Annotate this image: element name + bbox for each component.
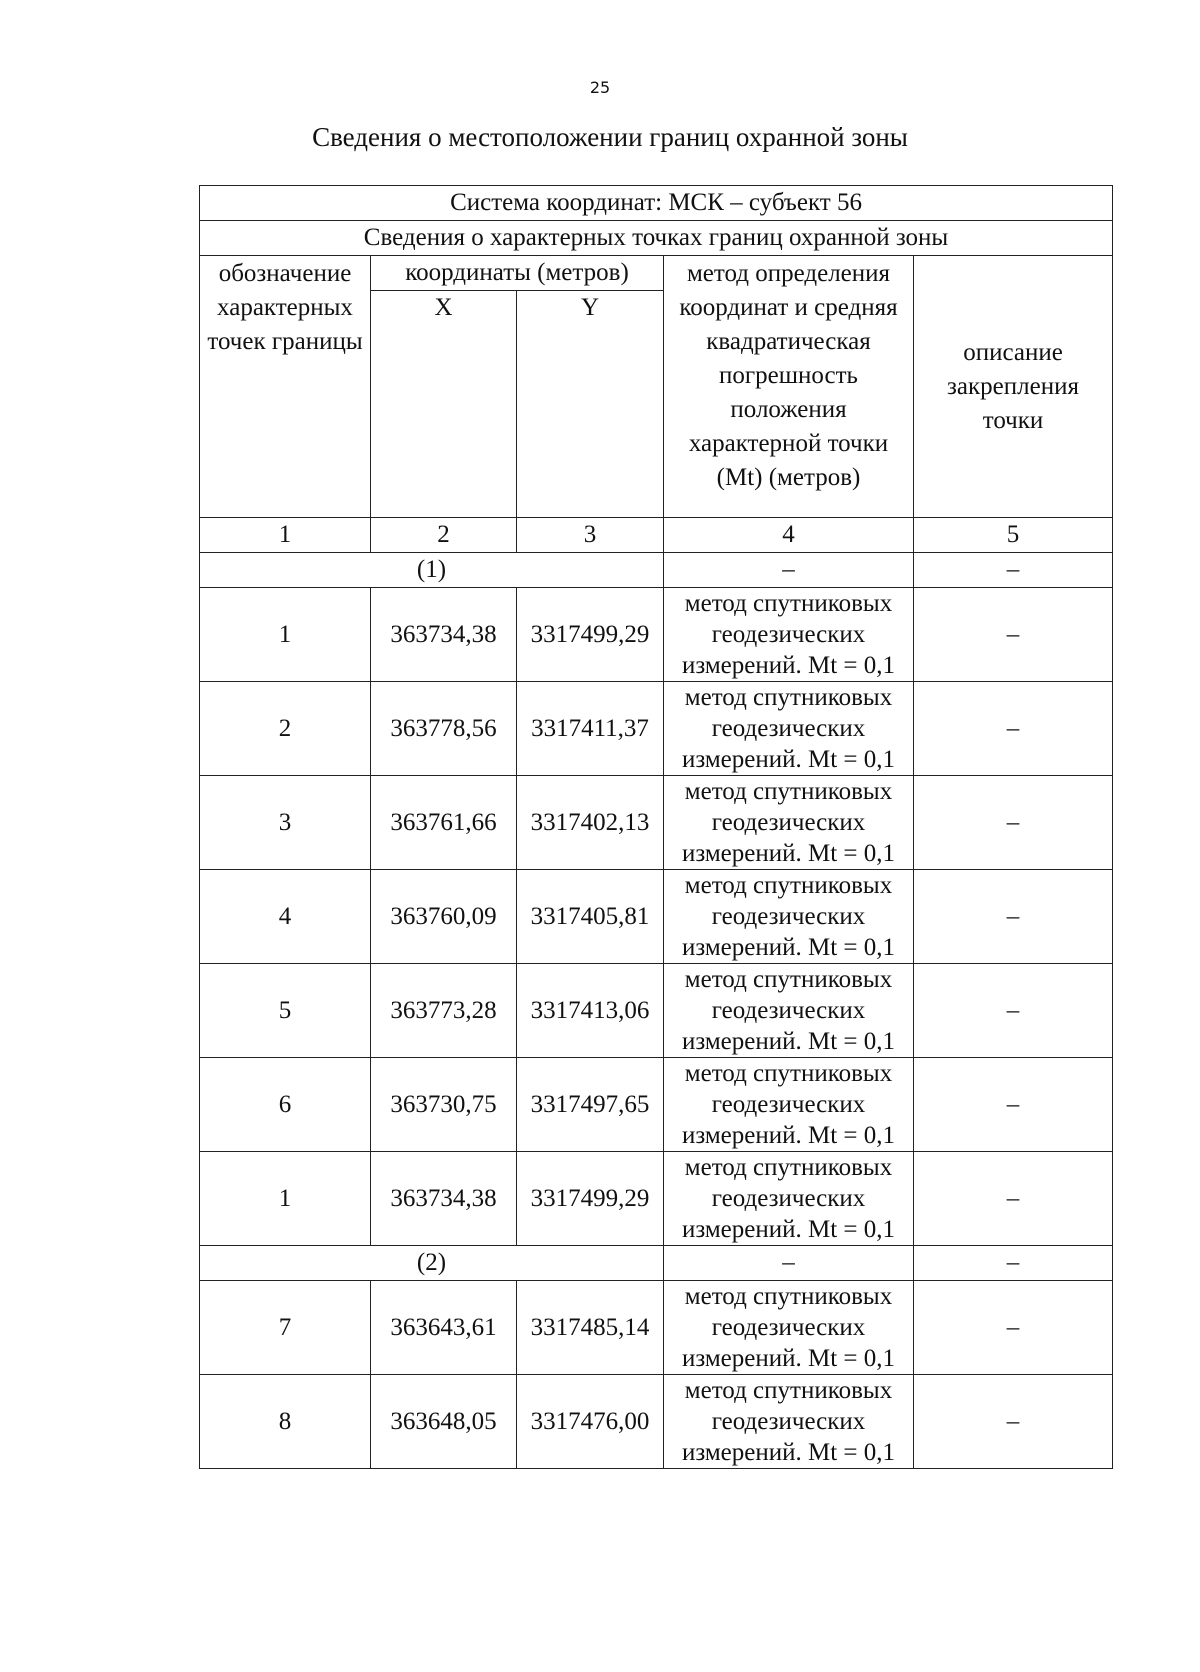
table-row bbox=[200, 1058, 1113, 1152]
table-row bbox=[200, 1152, 1113, 1246]
table-row bbox=[200, 870, 1113, 964]
group-row bbox=[200, 553, 1113, 588]
x-coordinate-cell: 363760,09 bbox=[371, 870, 517, 964]
x-coordinate-cell: 363761,66 bbox=[371, 776, 517, 870]
y-coordinate-cell: 3317497,65 bbox=[517, 1058, 664, 1152]
method-cell: метод спутниковых геодезических измерений. Mt = 0,1 bbox=[664, 1152, 914, 1246]
table-row bbox=[200, 588, 1113, 682]
table-row bbox=[200, 776, 1113, 870]
point-id-cell: 6 bbox=[200, 1058, 371, 1152]
coordinate-system-row bbox=[200, 186, 1113, 221]
column-numbers-row bbox=[200, 518, 1113, 553]
header-y: Y bbox=[517, 291, 664, 518]
page-number: 25 bbox=[589, 78, 611, 97]
method-cell: метод спутниковых геодезических измерений. Mt = 0,1 bbox=[664, 1281, 914, 1375]
x-coordinate-cell: 363773,28 bbox=[371, 964, 517, 1058]
header-x: X bbox=[371, 291, 517, 518]
x-coordinate-cell: 363643,61 bbox=[371, 1281, 517, 1375]
header-row bbox=[200, 256, 1113, 291]
method-cell: метод спутниковых геодезических измерений. Mt = 0,1 bbox=[664, 682, 914, 776]
y-coordinate-cell: 3317413,06 bbox=[517, 964, 664, 1058]
method-cell: метод спутниковых геодезических измерений. Mt = 0,1 bbox=[664, 776, 914, 870]
method-cell: метод спутниковых геодезических измерений. Mt = 0,1 bbox=[664, 870, 914, 964]
method-cell: метод спутниковых геодезических измерений. Mt = 0,1 bbox=[664, 964, 914, 1058]
point-id-cell: 3 bbox=[200, 776, 371, 870]
group-label: (2) bbox=[200, 1246, 664, 1281]
description-cell: – bbox=[914, 1058, 1113, 1152]
point-id-cell: 1 bbox=[200, 1152, 371, 1246]
header-point-designation: обозначение характерных точек границы bbox=[200, 256, 371, 518]
group-method: – bbox=[664, 553, 914, 588]
y-coordinate-cell: 3317476,00 bbox=[517, 1375, 664, 1469]
y-coordinate-cell: 3317485,14 bbox=[517, 1281, 664, 1375]
group-method: – bbox=[664, 1246, 914, 1281]
document-title: Сведения о местоположении границ охранной зоны bbox=[312, 122, 908, 152]
point-id-cell: 7 bbox=[200, 1281, 371, 1375]
description-cell: – bbox=[914, 776, 1113, 870]
coordinates-table bbox=[199, 185, 1113, 1469]
x-coordinate-cell: 363734,38 bbox=[371, 588, 517, 682]
method-cell: метод спутниковых геодезических измерений. Mt = 0,1 bbox=[664, 1058, 914, 1152]
group-label: (1) bbox=[200, 553, 664, 588]
group-row bbox=[200, 1246, 1113, 1281]
header-coordinates-group: координаты (метров) bbox=[371, 256, 664, 291]
x-coordinate-cell: 363648,05 bbox=[371, 1375, 517, 1469]
description-cell: – bbox=[914, 870, 1113, 964]
method-cell: метод спутниковых геодезических измерений. Mt = 0,1 bbox=[664, 588, 914, 682]
description-cell: – bbox=[914, 1281, 1113, 1375]
point-id-cell: 4 bbox=[200, 870, 371, 964]
point-id-cell: 1 bbox=[200, 588, 371, 682]
table-row bbox=[200, 1281, 1113, 1375]
y-coordinate-cell: 3317411,37 bbox=[517, 682, 664, 776]
coordinate-system-cell: Система координат: МСК – субъект 56 bbox=[200, 186, 1113, 221]
description-cell: – bbox=[914, 682, 1113, 776]
y-coordinate-cell: 3317499,29 bbox=[517, 1152, 664, 1246]
description-cell: – bbox=[914, 1375, 1113, 1469]
point-id-cell: 8 bbox=[200, 1375, 371, 1469]
x-coordinate-cell: 363730,75 bbox=[371, 1058, 517, 1152]
method-cell: метод спутниковых геодезических измерений. Mt = 0,1 bbox=[664, 1375, 914, 1469]
column-number: 3 bbox=[517, 518, 664, 553]
column-number: 5 bbox=[914, 518, 1113, 553]
info-cell: Сведения о характерных точках границ охранной зоны bbox=[200, 221, 1113, 256]
table-row bbox=[200, 1375, 1113, 1469]
point-id-cell: 5 bbox=[200, 964, 371, 1058]
x-coordinate-cell: 363734,38 bbox=[371, 1152, 517, 1246]
y-coordinate-cell: 3317499,29 bbox=[517, 588, 664, 682]
column-number: 2 bbox=[371, 518, 517, 553]
description-cell: – bbox=[914, 964, 1113, 1058]
y-coordinate-cell: 3317402,13 bbox=[517, 776, 664, 870]
description-cell: – bbox=[914, 588, 1113, 682]
group-description: – bbox=[914, 1246, 1113, 1281]
x-coordinate-cell: 363778,56 bbox=[371, 682, 517, 776]
info-row bbox=[200, 221, 1113, 256]
table-row bbox=[200, 964, 1113, 1058]
column-number: 1 bbox=[200, 518, 371, 553]
table-row bbox=[200, 682, 1113, 776]
y-coordinate-cell: 3317405,81 bbox=[517, 870, 664, 964]
point-id-cell: 2 bbox=[200, 682, 371, 776]
column-number: 4 bbox=[664, 518, 914, 553]
header-method: метод определения координат и средняя квадратическая погрешность положения характерной точки (Mt) (метров) bbox=[664, 256, 914, 518]
description-cell: – bbox=[914, 1152, 1113, 1246]
group-description: – bbox=[914, 553, 1113, 588]
header-description: описание закрепления точки bbox=[914, 256, 1113, 518]
